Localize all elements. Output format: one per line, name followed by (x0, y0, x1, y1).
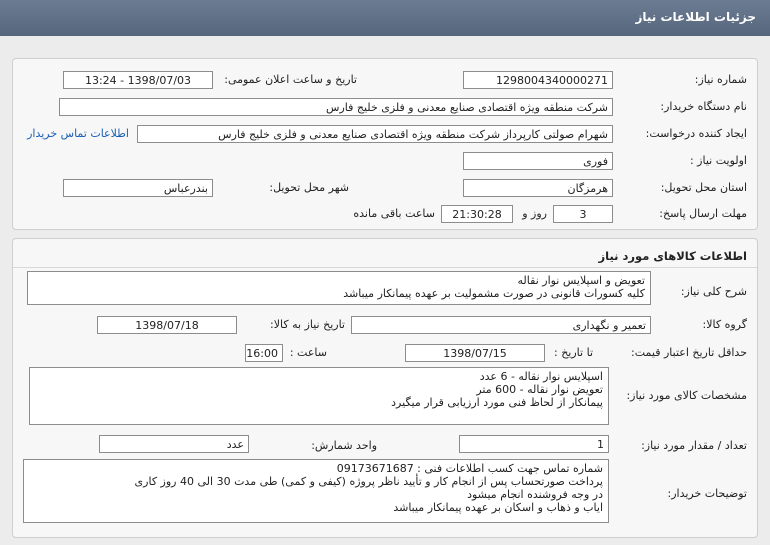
need-info-panel (12, 58, 758, 230)
until-date-label: تا تاریخ : (554, 346, 593, 359)
validity-hour-label: ساعت : (289, 346, 327, 359)
creator-field: شهرام صولتی کارپرداز شرکت منطقه ویژه اقتصادی صنایع معدنی و فلزی خلیج فارس (137, 125, 613, 143)
group-field: تعمیر و نگهداری (351, 316, 651, 334)
time-remaining-field: 21:30:28 (441, 205, 513, 223)
province-label: استان محل تحویل: (660, 181, 747, 194)
qty-field: 1 (459, 435, 609, 453)
creator-label: ایجاد کننده درخواست: (645, 127, 747, 140)
goods-section-title: اطلاعات کالاهای مورد نیاز (598, 249, 747, 263)
days-field: 3 (553, 205, 613, 223)
page-title: جزئیات اطلاعات نیاز (635, 10, 756, 24)
remaining-label: ساعت باقی مانده (353, 207, 435, 220)
validity-date-field: 1398/07/15 (405, 344, 545, 362)
specs-label: مشخصات کالای مورد نیاز: (626, 389, 747, 402)
summary-label: شرح کلی نیاز: (680, 285, 747, 298)
buyer-contact-link[interactable]: اطلاعات تماس خریدار (27, 127, 129, 140)
need-date-label: تاریخ نیاز به کالا: (270, 318, 345, 331)
notes-line: شماره تماس جهت کسب اطلاعات فنی : 09173671687 (336, 462, 603, 475)
notes-field (23, 459, 609, 523)
section-divider (13, 267, 757, 268)
notes-line: در وجه فروشنده انجام میشود (467, 488, 603, 501)
notes-line: ایاب و ذهاب و اسکان بر عهده پیمانکار میباشد (393, 501, 603, 514)
specs-line: اسپلایس نوار نقاله - 6 عدد (479, 370, 603, 383)
province-field: هرمزگان (463, 179, 613, 197)
specs-line: پیمانکار از لحاظ فنی مورد ارزیابی قرار میگیرد (391, 396, 603, 409)
buyer-label: نام دستگاه خریدار: (660, 100, 747, 113)
priority-label: اولویت نیاز : (689, 154, 747, 167)
qty-label: تعداد / مقدار مورد نیاز: (641, 439, 747, 452)
unit-label: واحد شمارش: (311, 439, 377, 452)
city-field: بندرعباس (63, 179, 213, 197)
page-header (0, 0, 770, 36)
summary-line: تعویض و اسپلایس نوار نقاله (517, 274, 645, 287)
announce-field: 1398/07/03 - 13:24 (63, 71, 213, 89)
validity-time-field: 16:00 (245, 344, 283, 362)
need-number-label: شماره نیاز: (694, 73, 747, 86)
need-number-field: 1298004340000271 (463, 71, 613, 89)
buyer-field: شرکت منطقه ویژه اقتصادی صنایع معدنی و فلزی خلیج فارس (59, 98, 613, 116)
days-label: روز و (522, 207, 547, 220)
unit-field: عدد (99, 435, 249, 453)
summary-field (27, 271, 651, 305)
announce-label: تاریخ و ساعت اعلان عمومی: (224, 73, 357, 86)
need-date-field: 1398/07/18 (97, 316, 237, 334)
validity-label: حداقل تاریخ اعتبار قیمت: (631, 346, 747, 359)
goods-panel (12, 238, 758, 538)
summary-line: کلیه کسورات قانونی در صورت مشمولیت بر عهده پیمانکار میباشد (343, 287, 645, 300)
specs-line: تعویض نوار نقاله - 600 متر (476, 383, 603, 396)
group-label: گروه کالا: (702, 318, 747, 331)
city-label: شهر محل تحویل: (269, 181, 349, 194)
deadline-label: مهلت ارسال پاسخ: (659, 207, 747, 220)
notes-label: توضیحات خریدار: (667, 487, 747, 500)
notes-line: پرداخت صورتحساب پس از انجام کار و تأیید ناظر پروژه (کیفی و کمی) طی مدت 30 الی 40 روز کاری (134, 475, 603, 488)
priority-field: فوری (463, 152, 613, 170)
specs-field (29, 367, 609, 425)
